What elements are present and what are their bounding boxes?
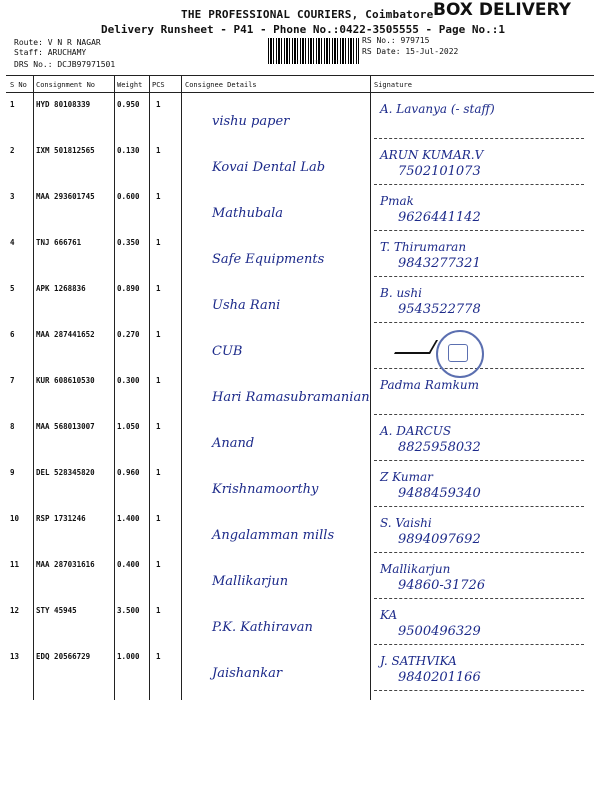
row-weight: 0.270 [117, 330, 140, 339]
row-weight: 1.000 [117, 652, 140, 661]
row-separator [374, 414, 584, 415]
row-separator [374, 138, 584, 139]
column-divider [149, 75, 150, 700]
row-weight: 0.600 [117, 192, 140, 201]
row-consignment-number: IXM 501812565 [36, 146, 95, 155]
row-pieces: 1 [156, 284, 161, 293]
row-signature: A. DARCUS [380, 424, 452, 438]
row-signature-phone: 9840201166 [398, 670, 481, 685]
row-consignee-name: Anand [212, 436, 255, 451]
row-consignee-name: Krishnamoorthy [212, 482, 319, 497]
row-weight: 0.300 [117, 376, 140, 385]
row-signature-phone: 8825958032 [398, 440, 481, 455]
row-signature-phone: 9543522778 [398, 302, 481, 317]
row-separator [374, 598, 584, 599]
row-serial-number: 4 [10, 238, 15, 247]
row-separator [374, 552, 584, 553]
column-header-sno: S No [10, 81, 27, 89]
row-pieces: 1 [156, 192, 161, 201]
row-separator [374, 322, 584, 323]
row-consignment-number: TNJ 666761 [36, 238, 82, 247]
row-consignment-number: KUR 608610530 [36, 376, 95, 385]
row-pieces: 1 [156, 514, 161, 523]
row-consignment-number: RSP 1731246 [36, 514, 86, 523]
row-pieces: 1 [156, 238, 161, 247]
rs-number: RS No.: 979715 [362, 36, 430, 45]
row-pieces: 1 [156, 560, 161, 569]
row-consignee-name: Jaishankar [212, 666, 283, 681]
row-serial-number: 8 [10, 422, 15, 431]
row-consignee-name: Kovai Dental Lab [212, 160, 326, 175]
row-signature-phone: 9500496329 [398, 624, 481, 639]
row-serial-number: 6 [10, 330, 15, 339]
column-divider [370, 75, 371, 700]
row-serial-number: 3 [10, 192, 15, 201]
row-separator [374, 690, 584, 691]
row-signature: S. Vaishi [380, 516, 432, 530]
row-consignee-name: vishu paper [212, 114, 290, 129]
row-signature-phone: 94860-31726 [398, 578, 486, 593]
column-header-pcs: PCS [152, 81, 165, 89]
row-consignment-number: DEL 528345820 [36, 468, 95, 477]
row-consignee-name: Angalamman mills [212, 528, 335, 543]
row-separator [374, 184, 584, 185]
column-divider [181, 75, 182, 700]
stamp-emblem [448, 344, 468, 362]
row-weight: 0.350 [117, 238, 140, 247]
row-weight: 3.500 [117, 606, 140, 615]
row-pieces: 1 [156, 652, 161, 661]
column-divider [33, 75, 34, 700]
row-weight: 0.400 [117, 560, 140, 569]
row-pieces: 1 [156, 146, 161, 155]
row-weight: 1.400 [117, 514, 140, 523]
row-serial-number: 5 [10, 284, 15, 293]
row-separator [374, 276, 584, 277]
row-serial-number: 11 [10, 560, 20, 569]
staff-label: Staff: ARUCHAMY [14, 48, 87, 57]
row-pieces: 1 [156, 330, 161, 339]
row-consignment-number: APK 1268836 [36, 284, 86, 293]
row-separator [374, 460, 584, 461]
row-signature-phone: 9626441142 [398, 210, 481, 225]
row-signature: Mallikarjun [380, 562, 451, 576]
row-serial-number: 10 [10, 514, 20, 523]
row-consignee-name: Safe Equipments [212, 252, 325, 267]
row-pieces: 1 [156, 468, 161, 477]
row-consignee-name: P.K. Kathiravan [212, 620, 313, 635]
row-signature: Z Kumar [380, 470, 433, 484]
row-consignment-number: MAA 293601745 [36, 192, 95, 201]
rs-date: RS Date: 15-Jul-2022 [362, 47, 459, 56]
row-signature-phone: 9488459340 [398, 486, 481, 501]
row-serial-number: 7 [10, 376, 15, 385]
runsheet-line: Delivery Runsheet - P41 - Phone No.:0422-3505555 - Page No.:1 [101, 23, 505, 36]
row-consignee-name: CUB [212, 344, 243, 359]
row-consignment-number: MAA 287031616 [36, 560, 95, 569]
column-divider [114, 75, 115, 700]
drs-label: DRS No.: DCJB97971501 [14, 60, 116, 69]
table-header-rule [6, 92, 594, 93]
row-consignment-number: HYD 80108339 [36, 100, 91, 109]
row-signature: T. Thirumaran [380, 240, 467, 254]
route-label: Route: V N R NAGAR [14, 38, 101, 47]
row-serial-number: 9 [10, 468, 15, 477]
row-separator [374, 644, 584, 645]
row-signature-phone: 9843277321 [398, 256, 481, 271]
barcode-image [268, 38, 359, 64]
column-header-consignee: Consignee Details [185, 81, 257, 89]
row-signature: A. Lavanya (- staff) [380, 102, 495, 116]
row-serial-number: 13 [10, 652, 20, 661]
row-pieces: 1 [156, 422, 161, 431]
row-signature: ARUN KUMAR.V [380, 148, 484, 162]
row-consignment-number: MAA 568013007 [36, 422, 95, 431]
column-header-weight: Weight [117, 81, 143, 89]
row-consignee-name: Usha Rani [212, 298, 281, 313]
signature-mark [394, 340, 438, 354]
row-consignee-name: Mathubala [212, 206, 284, 221]
row-weight: 0.950 [117, 100, 140, 109]
row-signature-phone: 7502101073 [398, 164, 481, 179]
row-signature-phone: 9894097692 [398, 532, 481, 547]
row-weight: 1.050 [117, 422, 140, 431]
row-serial-number: 12 [10, 606, 20, 615]
row-consignment-number: MAA 287441652 [36, 330, 95, 339]
row-signature: KA [380, 608, 398, 622]
company-title: THE PROFESSIONAL COURIERS, Coimbatore [181, 8, 434, 21]
row-signature: Pmak [380, 194, 414, 208]
row-consignee-name: Hari Ramasubramanian [212, 390, 370, 405]
table-top-rule [6, 75, 594, 76]
column-header-consignment: Consignment No [36, 81, 96, 89]
row-separator [374, 230, 584, 231]
row-pieces: 1 [156, 376, 161, 385]
column-header-signature: Signature [374, 81, 412, 89]
row-consignee-name: Mallikarjun [212, 574, 289, 589]
row-consignment-number: EDQ 20566729 [36, 652, 91, 661]
row-weight: 0.130 [117, 146, 140, 155]
row-pieces: 1 [156, 100, 161, 109]
row-signature: B. ushi [380, 286, 422, 300]
row-weight: 0.960 [117, 468, 140, 477]
row-consignment-number: STY 45945 [36, 606, 77, 615]
row-pieces: 1 [156, 606, 161, 615]
row-serial-number: 2 [10, 146, 15, 155]
row-signature: Padma Ramkum [380, 378, 479, 392]
row-separator [374, 506, 584, 507]
row-serial-number: 1 [10, 100, 15, 109]
row-signature: J. SATHVIKA [380, 654, 457, 668]
row-weight: 0.890 [117, 284, 140, 293]
box-delivery-heading: BOX DELIVERY [433, 0, 571, 20]
